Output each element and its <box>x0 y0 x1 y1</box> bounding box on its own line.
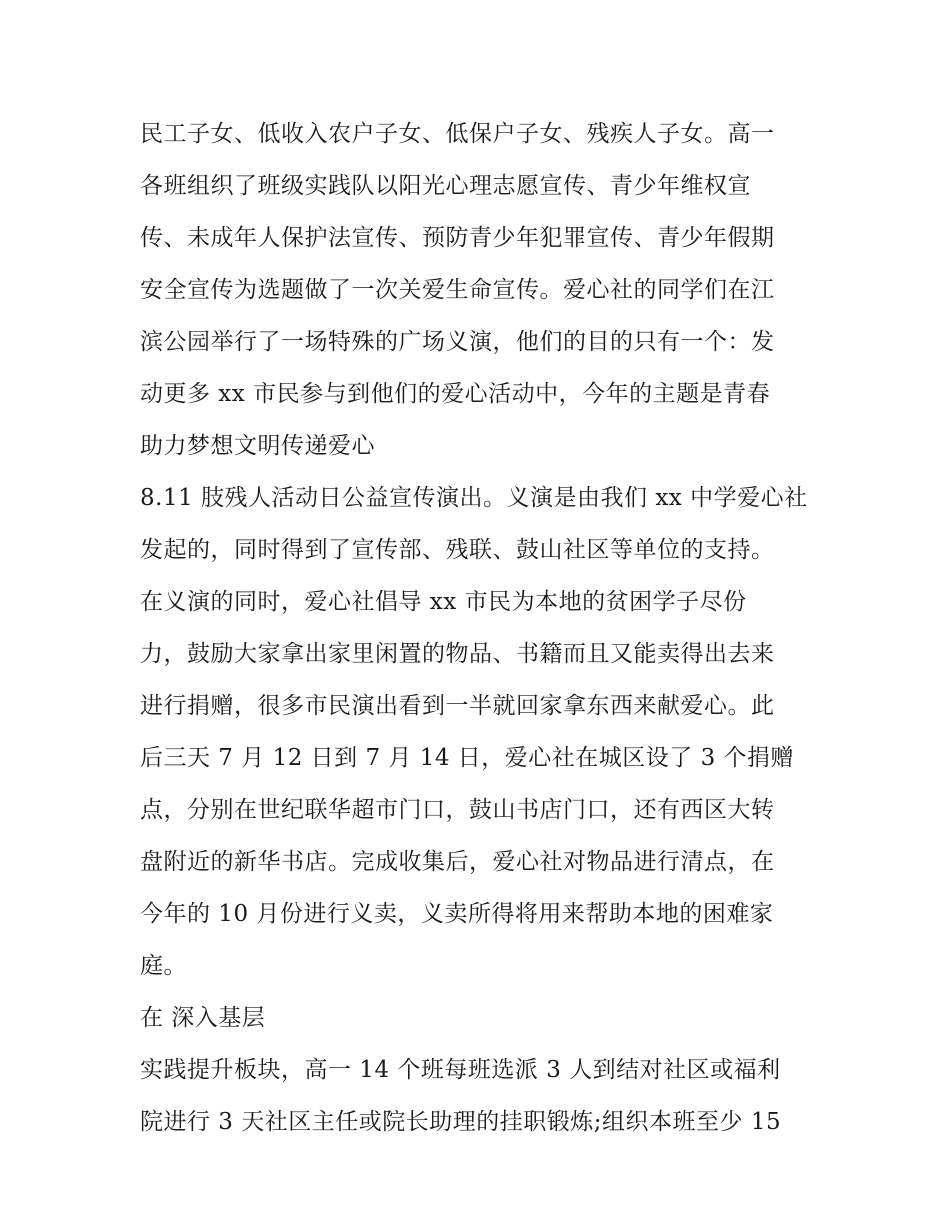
text-line: 进行捐赠，很多市民演出看到一半就回家拿东西来献爱心。此 <box>140 693 775 719</box>
text-line: 传、未成年人保护法宣传、预防青少年犯罪宣传、青少年假期 <box>140 225 775 251</box>
text-line: 后三天 7 月 12 日到 7 月 14 日，爱心社在城区设了 3 个捐赠 <box>140 745 795 771</box>
text-line: 各班组织了班级实践队以阳光心理志愿宣传、青少年维权宣 <box>140 173 751 199</box>
text-line: 今年的 10 月份进行义卖，义卖所得将用来帮助本地的困难家 <box>140 901 774 927</box>
text-line: 民工子女、低收入农户子女、低保户子女、残疾人子女。高一 <box>140 121 775 147</box>
text-line: 院进行 3 天社区主任或院长助理的挂职锻炼;组织本班至少 15 <box>140 1109 782 1135</box>
text-line: 助力梦想文明传递爱心 <box>140 433 375 459</box>
document-body <box>140 108 820 1148</box>
text-line: 发起的，同时得到了宣传部、残联、鼓山社区等单位的支持。 <box>140 537 775 563</box>
text-line: 实践提升板块，高一 14 个班每班选派 3 人到结对社区或福利 <box>140 1057 781 1083</box>
text-line: 滨公园举行了一场特殊的广场义演，他们的目的只有一个：发 <box>140 329 775 355</box>
section-heading: 在 深入基层 <box>140 1005 266 1031</box>
text-line: 8.11 肢残人活动日公益宣传演出。义演是由我们 xx 中学爱心社 <box>140 485 808 511</box>
text-line: 庭。 <box>140 953 187 979</box>
text-line: 在义演的同时，爱心社倡导 xx 市民为本地的贫困学子尽份 <box>140 589 747 615</box>
text-line: 力，鼓励大家拿出家里闲置的物品、书籍而且又能卖得出去来 <box>140 641 775 667</box>
text-line: 点，分别在世纪联华超市门口，鼓山书店门口，还有西区大转 <box>140 797 775 823</box>
text-line: 盘附近的新华书店。完成收集后，爱心社对物品进行清点，在 <box>140 849 775 875</box>
text-line: 安全宣传为选题做了一次关爱生命宣传。爱心社的同学们在江 <box>140 277 775 303</box>
text-line: 动更多 xx 市民参与到他们的爱心活动中，今年的主题是青春 <box>140 381 771 407</box>
